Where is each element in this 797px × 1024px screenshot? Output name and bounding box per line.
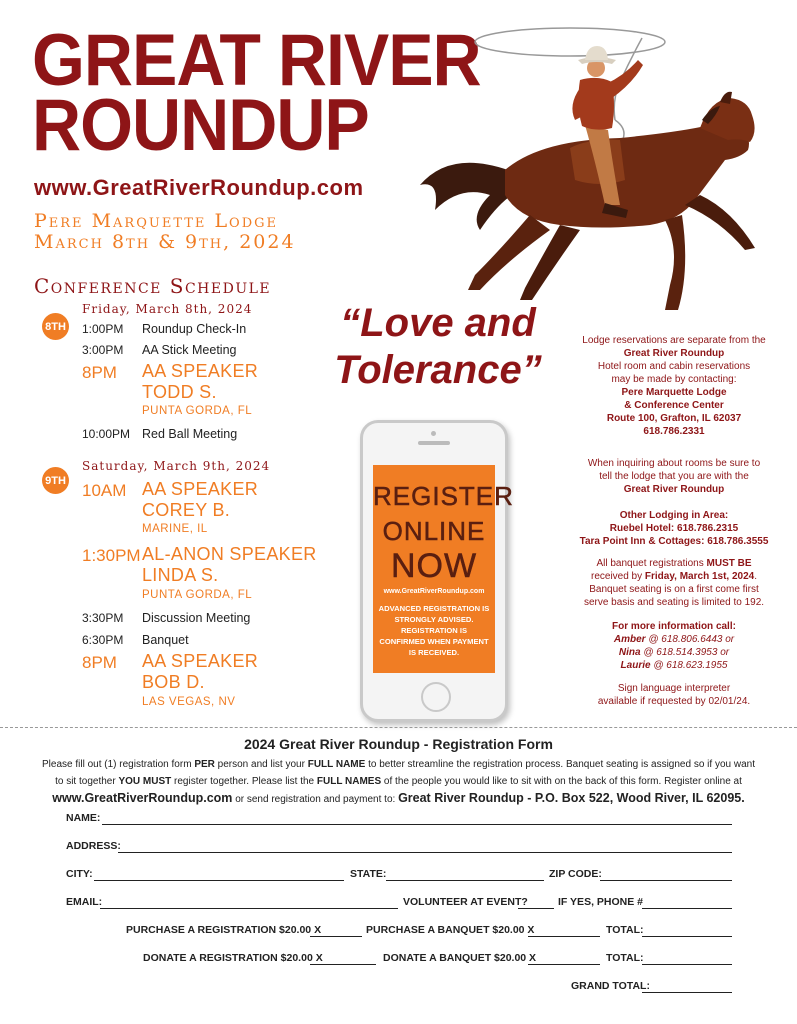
title-line-1: GREAT RIVER	[32, 19, 481, 102]
other-lodging-item: Tara Point Inn & Cottages: 618.786.3555	[579, 536, 769, 547]
instr-text: to better streamline the registration process. Banquet seating is assigned so if you want	[368, 759, 755, 770]
info-bold: Friday, March 1st, 2024	[644, 571, 755, 582]
form-title: 2024 Great River Roundup - Registration Form	[244, 736, 553, 752]
schedule-event: Banquet	[142, 633, 189, 647]
zip-field[interactable]	[600, 880, 732, 881]
volunteer-label: VOLUNTEER AT EVENT?	[403, 896, 528, 908]
lodge-center: & Conference Center	[624, 400, 724, 411]
purchase-total-field[interactable]	[642, 936, 732, 937]
friday-badge: 8TH	[42, 313, 69, 340]
venue-info	[34, 211, 296, 253]
event-dates: March 8th & 9th, 2024	[34, 231, 296, 253]
register-line-3: NOW	[390, 547, 478, 585]
info-text: available if requested by 02/01/24.	[597, 696, 751, 707]
lodging-info	[574, 334, 774, 438]
cowboy-horse-illustration	[380, 20, 780, 330]
cut-line-divider	[0, 727, 797, 728]
info-text: Banquet seating is on a first come first	[589, 584, 759, 595]
name-field[interactable]	[102, 824, 732, 825]
info-text: When inquiring about rooms be sure to	[587, 458, 761, 469]
info-text: Sign language interpreter	[617, 683, 731, 694]
schedule-event: Roundup Check-In	[142, 322, 247, 336]
city-label: CITY:	[66, 868, 93, 880]
contact-phone: @ 618.514.3953 or	[643, 647, 730, 658]
contact-info	[574, 620, 774, 672]
volunteer-phone-field[interactable]	[642, 908, 732, 909]
speaker-role: AL-ANON SPEAKER	[142, 544, 317, 564]
purchase-banquet-label: PURCHASE A BANQUET $20.00 X	[366, 924, 535, 936]
venue-name: Pere Marquette Lodge	[34, 210, 279, 232]
info-text: Hotel room and cabin reservations	[597, 361, 751, 372]
speaker-name: COREY B.	[142, 500, 231, 520]
banquet-info: All banquet registrations MUST BE received by Friday, March 1st, 2024. Banquet seating is on a first come first serve basis and seating is limited to 192.	[574, 557, 774, 609]
speaker-location: LAS VEGAS, NV	[142, 696, 236, 708]
speaker-name: TODD S.	[142, 382, 217, 402]
instr-text: of the people you would like to sit with on the back of this form. Register online at	[383, 776, 742, 787]
event-theme	[318, 300, 558, 394]
info-bold: Great River Roundup	[623, 348, 725, 359]
theme-line-2: Tolerance”	[334, 348, 542, 392]
schedule-time: 10:00PM	[82, 427, 131, 441]
registration-note: ADVANCED REGISTRATION IS STRONGLY ADVISED. REGISTRATION IS CONFIRMED WHEN PAYMENT IS RECEIVED.	[378, 604, 490, 657]
speaker-icon	[418, 441, 450, 445]
info-bold: Great River Roundup	[623, 484, 725, 495]
city-field[interactable]	[94, 880, 344, 881]
camera-icon	[431, 431, 436, 436]
lodge-address: Route 100, Grafton, IL 62037	[606, 413, 742, 424]
form-instructions	[40, 756, 757, 808]
email-label: EMAIL:	[66, 896, 103, 908]
info-text: Lodge reservations are separate from the	[582, 335, 766, 346]
phone-graphic	[360, 420, 514, 722]
saturday-badge: 9TH	[42, 467, 69, 494]
contact-item	[574, 659, 774, 672]
title-line-2: ROUNDUP	[32, 84, 369, 167]
schedule-time: 3:30PM	[82, 611, 124, 625]
website-link[interactable]: www.GreatRiverRoundup.com	[34, 175, 364, 200]
donate-total-field[interactable]	[642, 964, 732, 965]
grand-total-label: GRAND TOTAL:	[571, 980, 650, 992]
interpreter-info	[574, 682, 774, 708]
form-website-link[interactable]: www.GreatRiverRoundup.com	[52, 791, 233, 805]
contact-name: Laurie	[620, 660, 651, 671]
info-text: serve basis and seating is limited to 192.	[583, 597, 765, 608]
schedule-time: 1:30PM	[82, 546, 141, 565]
contact-item	[574, 633, 774, 646]
donate-banquet-label: DONATE A BANQUET $20.00 X	[383, 952, 537, 964]
email-field[interactable]	[100, 908, 398, 909]
register-line-2: ONLINE	[382, 516, 486, 546]
purchase-total-label: TOTAL:	[606, 924, 644, 936]
schedule-time: 1:00PM	[82, 322, 124, 336]
speaker-role: AA SPEAKER	[142, 361, 259, 381]
speaker-location: PUNTA GORDA, FL	[142, 405, 253, 417]
home-button-icon	[421, 682, 451, 712]
other-lodging	[574, 509, 774, 548]
donate-total-label: TOTAL:	[606, 952, 644, 964]
phone-website-link[interactable]: www.GreatRiverRoundup.com	[383, 588, 485, 595]
speaker-role: AA SPEAKER	[142, 479, 259, 499]
info-bold: MUST BE	[706, 558, 752, 569]
name-label: NAME:	[66, 812, 101, 824]
purchase-registration-label: PURCHASE A REGISTRATION $20.00 X	[126, 924, 322, 936]
other-lodging-item: Ruebel Hotel: 618.786.2315	[609, 523, 739, 534]
mailing-address: Great River Roundup - P.O. Box 522, Wood River, IL 62095.	[398, 791, 745, 805]
lodge-name: Pere Marquette Lodge	[621, 387, 727, 398]
instr-text: to sit together	[55, 776, 116, 787]
contact-title: For more information call:	[612, 621, 736, 632]
lodge-phone: 618.786.2331	[643, 426, 705, 437]
instr-text: register together. Please list the	[174, 776, 315, 787]
grand-total-field[interactable]	[642, 992, 732, 993]
contact-item	[574, 646, 774, 659]
volunteer-phone-label: IF YES, PHONE #	[558, 896, 643, 908]
volunteer-field[interactable]	[518, 908, 554, 909]
schedule-event: Discussion Meeting	[142, 611, 251, 625]
friday-heading: Friday, March 8th, 2024	[82, 302, 253, 316]
register-now-text	[373, 465, 514, 585]
purchase-banquet-qty[interactable]	[528, 936, 600, 937]
purchase-registration-qty[interactable]	[310, 936, 362, 937]
info-text: may be made by contacting:	[611, 374, 737, 385]
schedule-time: 3:00PM	[82, 343, 124, 357]
saturday-heading: Saturday, March 9th, 2024	[82, 459, 271, 473]
address-label: ADDRESS:	[66, 840, 121, 852]
schedule-title: Conference Schedule	[34, 274, 272, 298]
speaker-location: MARINE, IL	[142, 523, 208, 535]
schedule-time: 10AM	[82, 481, 127, 500]
donate-banquet-qty[interactable]	[528, 964, 600, 965]
info-text: tell the lodge that you are with the	[599, 471, 749, 482]
zip-label: ZIP CODE:	[549, 868, 602, 880]
state-label: STATE:	[350, 868, 387, 880]
booking-note	[574, 457, 774, 496]
lasso-loop	[475, 28, 665, 56]
donate-registration-qty[interactable]	[310, 964, 376, 965]
other-lodging-title: Other Lodging in Area:	[619, 510, 729, 521]
schedule-time: 8PM	[82, 363, 117, 382]
schedule-event: Red Ball Meeting	[142, 427, 238, 441]
address-field[interactable]	[118, 852, 732, 853]
contact-phone: @ 618.806.6443 or	[648, 634, 735, 645]
schedule-time: 6:30PM	[82, 633, 124, 647]
register-online-panel[interactable]	[373, 465, 514, 673]
state-field[interactable]	[386, 880, 544, 881]
info-text: received by	[590, 571, 643, 582]
speaker-location: PUNTA GORDA, FL	[142, 589, 253, 601]
speaker-name: BOB D.	[142, 672, 205, 692]
speaker-role: AA SPEAKER	[142, 651, 259, 671]
instr-text: or send registration and payment to:	[235, 794, 396, 805]
contact-phone: @ 618.623.1955	[653, 660, 728, 671]
speaker-name: LINDA S.	[142, 565, 219, 585]
instr-bold: YOU MUST	[118, 776, 172, 787]
schedule-event: AA Stick Meeting	[142, 343, 237, 357]
instr-bold: FULL NAME	[307, 759, 366, 770]
contact-name: Nina	[618, 647, 641, 658]
instr-bold: FULL NAMES	[316, 776, 382, 787]
instr-bold: PER	[194, 759, 215, 770]
register-line-1: REGISTER	[373, 481, 514, 511]
instr-text: person and list your	[217, 759, 305, 770]
theme-line-1: “Love and	[340, 301, 536, 345]
donate-registration-label: DONATE A REGISTRATION $20.00 X	[143, 952, 323, 964]
info-text: All banquet registrations	[596, 558, 704, 569]
contact-name: Amber	[613, 634, 646, 645]
instr-text: Please fill out (1) registration form	[42, 759, 192, 770]
schedule-time: 8PM	[82, 653, 117, 672]
